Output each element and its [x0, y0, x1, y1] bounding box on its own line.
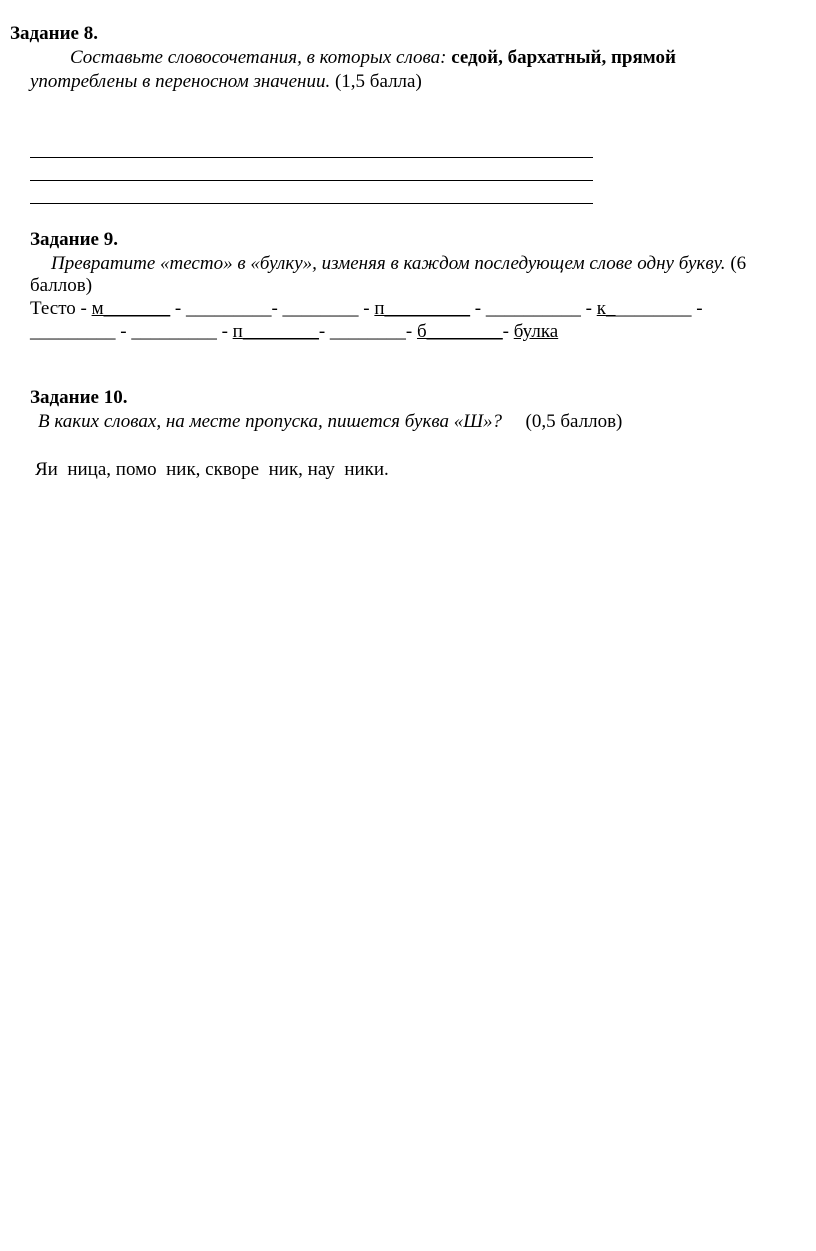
- chain-m-letter: м: [91, 298, 104, 319]
- chain-seg3[interactable]: ________ -: [615, 298, 703, 319]
- task8-instruction-line: [70, 46, 676, 70]
- chain-k-blank[interactable]: _: [605, 298, 616, 319]
- chain2-p-letter: п: [232, 321, 243, 342]
- chain-seg2[interactable]: - __________ -: [470, 298, 597, 319]
- chain-p-letter: п: [374, 298, 385, 319]
- task9-heading: Задание 9.: [30, 229, 118, 250]
- task10-question: В каких словах, на месте пропуска, пишется буква «Ш»?: [38, 411, 503, 432]
- answer-line-3[interactable]: [30, 203, 593, 204]
- chain-seg1[interactable]: - _________- ________ -: [170, 298, 375, 319]
- chain-k-letter: к: [596, 298, 606, 319]
- chain2-seg3: -: [502, 321, 514, 342]
- task8-heading: Задание 8.: [10, 23, 98, 44]
- chain2-p-blank[interactable]: ________: [242, 321, 319, 342]
- chain-p-blank[interactable]: _________: [384, 298, 471, 319]
- task10-question-line: [38, 410, 622, 434]
- task9-points-a: (6: [730, 253, 747, 274]
- task9-instruction: Превратите «тесто» в «булку», изменяя в каждом последующем слове одну букву.: [51, 253, 726, 274]
- answer-line-2[interactable]: [30, 180, 593, 181]
- chain2-b-letter: б: [416, 321, 427, 342]
- task8-instruction-line2: [30, 70, 422, 94]
- chain-start: Тесто -: [30, 298, 92, 319]
- chain-end-word: булка: [513, 321, 559, 342]
- task8-points: (1,5 балла): [334, 71, 422, 92]
- task8-instruction2: употреблены в переносном значении.: [30, 71, 331, 92]
- task8-words: седой, бархатный, прямой: [451, 47, 676, 68]
- chain2-seg1[interactable]: _________ - _________ -: [30, 321, 233, 342]
- task9-chain-line2: [30, 320, 558, 344]
- chain-m-blank[interactable]: _______: [103, 298, 171, 319]
- answer-line-1[interactable]: [30, 157, 593, 158]
- task10-words: Яи ница, помо ник, скворе ник, нау ники.: [35, 459, 389, 480]
- task9-chain-line1: [30, 297, 703, 321]
- task8-instruction: Составьте словосочетания, в которых слова:: [70, 47, 447, 68]
- chain2-b-blank[interactable]: ________: [426, 321, 503, 342]
- task10-points: (0,5 баллов): [525, 411, 623, 432]
- task9-instruction-line: [51, 252, 746, 276]
- task10-heading: Задание 10.: [30, 387, 128, 408]
- chain2-seg2[interactable]: - ________-: [318, 321, 417, 342]
- task9-points-b: баллов): [30, 275, 93, 296]
